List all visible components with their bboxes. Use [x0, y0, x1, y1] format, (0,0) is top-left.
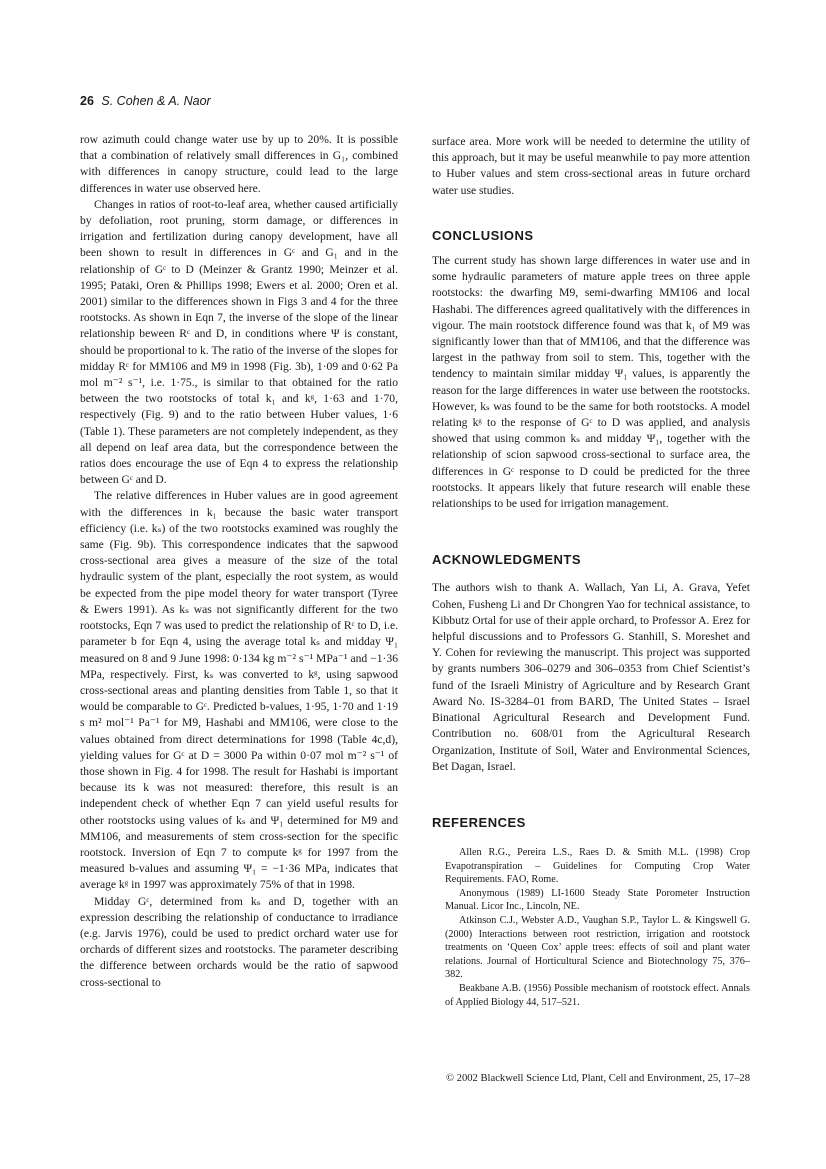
acknowledgments-heading: ACKNOWLEDGMENTS [432, 552, 582, 568]
copyright-footer: © 2002 Blackwell Science Ltd, Plant, Cell and Environment, 25, 17–28 [445, 1073, 750, 1084]
body-paragraph: The relative differences in Huber values are in good agreement with the differences in k₁ because the basic water transport efficiency (i.e. kₛ) of the two rootstocks examined was roughly the same (Fig. 9b). This correspondence indicates that the sapwood cross-sectional area gives a measure of the size of the total hydraulic system of the plant, especially the root system, as would be expected from the pipe model theory for water transport (Tyree & Ewers 1991). As kₛ was not significantly different for the two rootstocks, Eqn 7 was used to predict the relationship of Rᶜ to D, i.e. parameter b for Eqn 4, using the average total kₛ and midday Ψ₁ measured on 8 and 9 June 1998: 0·134 kg m⁻² s⁻¹ MPa⁻¹ and −1·36 MPa, respectively. First, kₛ was converted to kᵍ, using sapwood cross-sectional areas and planting densities from Table 1, so that it would be comparable to Gᶜ. Predicted b-values, 1·95, 1·70 and 1·19 s m² mol⁻¹ Pa⁻¹ for M9, Hashabi and MM106, were close to the values obtained from direct determinations for 1998 (Table 4c,d), yielding values for Gᶜ at D = 3000 Pa within 0·07 mol m⁻² s⁻¹ of those shown in Fig. 4 for 1998. The result for Hashabi is important because its k was not measured: therefore, this result is an independent check of whether Eqn 7 can yield useful results for other rootstocks using values of kₛ and Ψ₁ determined for M9 and MM106, and measurements of stem cross-section for the specific rootstock. Inversion of Eqn 7 to compute kᵍ for 1997 from the measured b-values and assuming Ψ₁ = −1·36 MPa, indicates that average kᵍ in 1997 was approximately 75% of that in 1998. [80, 489, 398, 892]
body-paragraph: Midday Gᶜ, determined from kₛ and D, together with an expression describing the relationship of conductance to irradiance (e.g. Jarvis 1976), could be used to predict orchard water use for orchards of different sizes and rootstocks. The parameter describing the difference between orchards would be the ratio of sapwood cross-sectional to [80, 894, 398, 989]
reference-item: Anonymous (1989) LI-1600 Steady State Porometer Instruction Manual. Licor Inc., Lincoln, NE. [445, 887, 750, 913]
left-column [80, 132, 398, 991]
right-column [432, 134, 750, 1009]
conclusions-heading: CONCLUSIONS [432, 227, 534, 243]
reference-item: Allen R.G., Pereira L.S., Raes D. & Smith M.L. (1998) Crop Evapotranspiration – Guidelines for Computing Crop Water Requirements. FAO, Rome. [445, 847, 750, 886]
body-paragraph: surface area. More work will be needed to determine the utility of this approach, but it may be useful meanwhile to pay more attention to Huber values and stem cross-sectional areas in future orchard water use studies. [432, 135, 750, 197]
reference-item: Atkinson C.J., Webster A.D., Vaughan S.P., Taylor L. & Kingswell G. (2000) Interactions between root restriction, irrigation and rootstock treatments on ‘Queen Cox’ apple trees: effects of soil and plant water relations. Journal of Horticultural Science and Biotechnology 75, 376–382. [445, 915, 750, 981]
body-paragraph: row azimuth could change water use by up to 20%. It is possible that a combination of relatively small differences in G₁, combined with differences in canopy structure, could lead to the large differences in water use observed here. [80, 133, 398, 195]
conclusions-text: The current study has shown large differences in water use and in some hydraulic parameters of mature apple trees on three apple rootstocks: the dwarfing M9, semi-dwarfing MM106 and local Hashabi. The differences agreed qualitatively with the differences in vigour. The main rootstock difference found was that k₁ of M9 was significantly lower than that of MM106, and that the difference was largest in the pathway from soil to stem. This, together with the tendency to maintain similar midday Ψ₁ values, is apparently the reason for the large differences in water use between the rootstocks. However, kₛ was found to be the same for both rootstocks. A model relating kᵍ to the response of Gᶜ to D was applied, and analysis showed that using common kₛ and midday Ψ₁, together with the relationship of scion sapwood cross-sectional to surface area, the differences in Gᶜ response to D could be predicted for the three rootstocks. It appears likely that future research will enable these relationships to be used for irrigation management. [432, 254, 750, 511]
references-heading: REFERENCES [432, 814, 526, 830]
page-number: 26 [80, 94, 94, 108]
body-paragraph: Changes in ratios of root-to-leaf area, whether caused artificially by defoliation, root pruning, storm damage, or differences in irrigation and fertilization during canopy development, have all been shown to result in differences in Gᶜ and G₁ and in the relationship of Gᶜ to D (Meinzer & Grantz 1990; Meinzer et al. 1995; Pataki, Oren & Phillips 1998; Ewers et al. 2000; Oren et al. 2001) similar to the differences shown in Figs 3 and 4 for the three rootstocks. As shown in Eqn 7, the inverse of the slope of the linear relationship beween Rᶜ and D, in conditions where Ψ is constant, should be proportional to k. The ratio of the inverse of the slopes for midday Rᶜ for MM106 and M9 in 1998 (Fig. 3b), 1·09 and 0·62 Pa mol m⁻² s⁻¹, i.e. 1·75., is similar to that obtained for the ratio between the two rootstocks of total k₁ and kᵍ, 1·63 and 1·70, respectively (Fig. 9) and to the ratio between Huber values, 1·6 (Table 1). These parameters are not completely independent, as they all depend on leaf area data, but the correspondence between the ratios does encourage the use of Eqn 4 to express the relationship between Gᶜ and D. [80, 197, 398, 487]
running-head [80, 94, 211, 108]
references-list [432, 846, 750, 1009]
reference-item: Beakbane A.B. (1956) Possible mechanism of rootstock effect. Annals of Applied Biology 44, 517–521. [445, 983, 750, 1008]
running-head-authors: S. Cohen & A. Naor [101, 94, 211, 108]
acknowledgments-text: The authors wish to thank A. Wallach, Yan Li, A. Grava, Yefet Cohen, Fusheng Li and Dr Chongren Yao for technical assistance, to Kibbutz Ortal for use of their apple orchard, to Professor A. Erez for helpful discussions and to Professors G. Stanhill, S. Moreshet and Y. Cohen for reviewing the manuscript. This project was supported by grants numbers 306–0279 and 306–0353 from Chief Scientist’s fund of the Israeli Ministry of Agriculture and by Research Grant Award No. IS-3284–01 from BARD, The United States – Israel Binational Agricultural Research and Development Fund. Contribution no. 608/01 from the Agricultural Research Organization, Institute of Soil, Water and Environmental Sciences, Bet Dagan, Israel. [432, 581, 750, 773]
